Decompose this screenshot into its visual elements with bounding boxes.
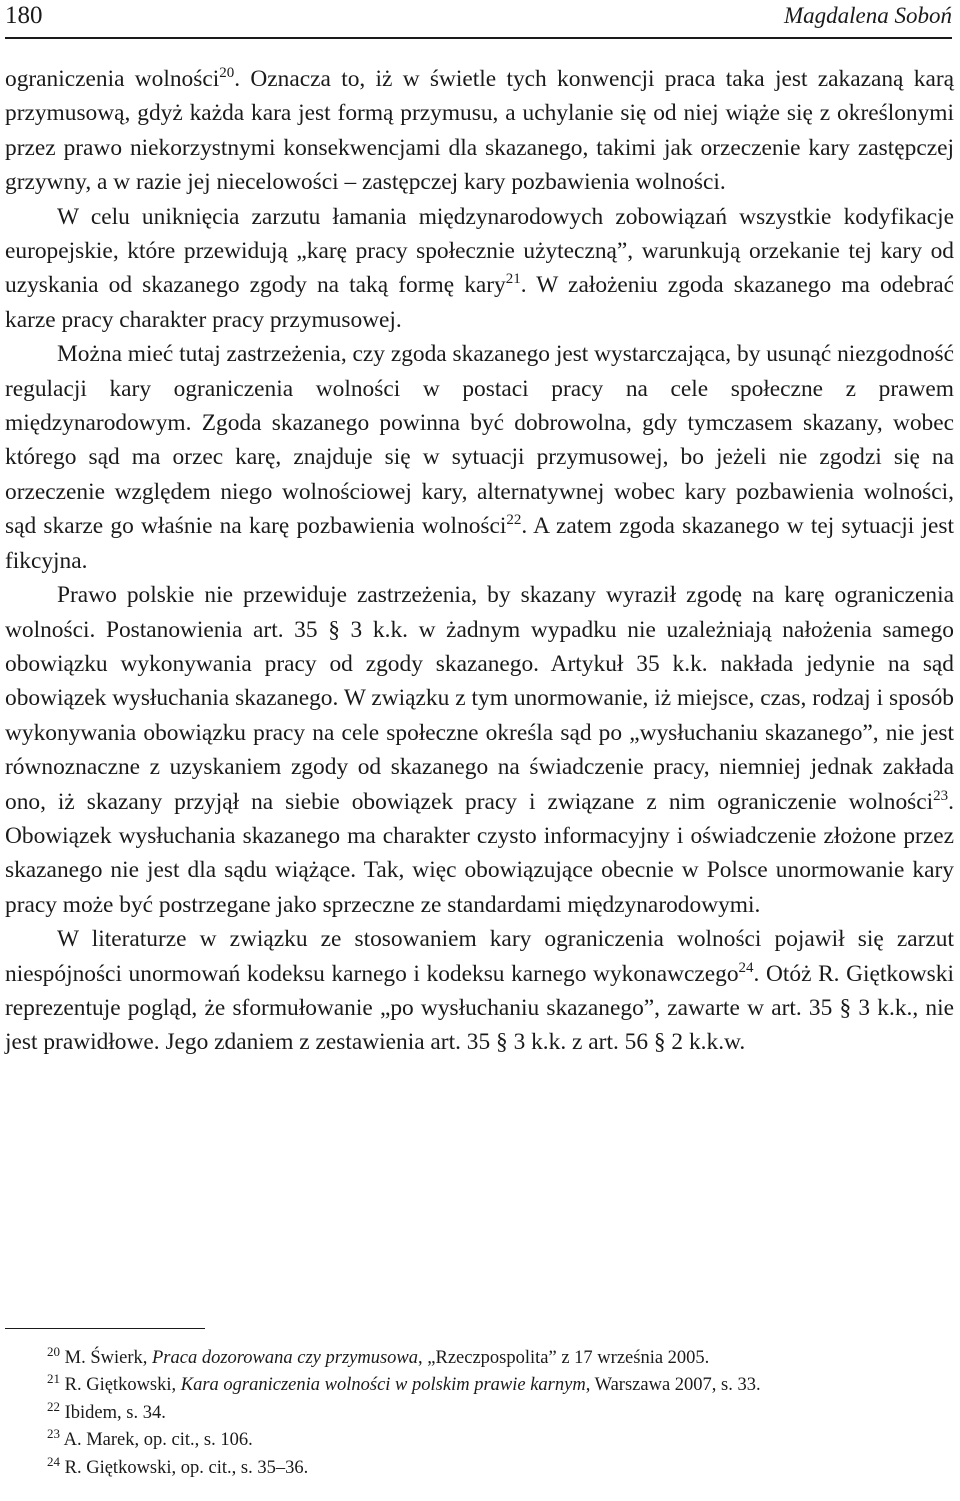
- paragraph-text: Prawo polskie nie przewiduje zastrzeżenia, by skazany wyraził zgodę na karę ograniczenia wolności. Postanowienia art. 35 § 3 k.k. w żadnym wypadku nie uzależniają nałożenia samego obowiązku wykonywania pracy od zgody skazanego. Artykuł 35 k.k. nakłada jedynie na sąd obowiązek wysłuchania skazanego. W związku z tym unormowanie, iż miejsce, czas, rodzaj i sposób wykonywania obowiązku pracy na cele społeczne określa sąd po „wysłuchaniu skazanego”, nie jest równoznaczne z uzyskaniem zgody od skazanego na świadczenie pracy, niemniej jednak zakłada ono, iż skazany przyjął na siebie obowiązek pracy i związane z nim ograniczenie wolności: [5, 582, 954, 815]
- paragraph-text: . A zatem zgoda skazanego w tej sytuacji jest fikcyjna.: [5, 513, 955, 574]
- body-text: [5, 62, 954, 1060]
- paragraph-4: [5, 578, 954, 922]
- paragraph-5: [5, 922, 954, 1060]
- paragraph-text: W literaturze w związku ze stosowaniem kary ograniczenia wolności pojawił się zarzut niespójności unormowań kodeksu karnego i kodeksu karnego wykonawczego: [5, 926, 954, 987]
- footnote-20: [5, 1345, 954, 1372]
- footnote-ref-20: 20: [219, 65, 235, 82]
- paragraph-text: . Otóż R. Giętkowski reprezentuje pogląd, że sformułowanie „po wysłuchaniu skazanego”, zawarte w art. 35 § 3 k.k., nie jest prawidłowe. Jego zdaniem z zestawienia art. 35 § 3 k.k. z art. 56 § 2 k.k.w.: [5, 960, 954, 1056]
- footnote-text: , „Rzeczpospolita” z 17 września 2005.: [418, 1348, 710, 1368]
- footnote-text: M. Świerk,: [64, 1348, 152, 1368]
- footnote-title: Kara ograniczenia wolności w polskim prawie karnym: [180, 1375, 586, 1396]
- footnote-text: R. Giętkowski,: [64, 1375, 181, 1396]
- paragraph-2: [5, 200, 954, 338]
- paragraph-3: [5, 337, 954, 578]
- footnote-23: [5, 1427, 954, 1454]
- paragraph-text: ograniczenia wolności: [5, 66, 220, 92]
- footnote-24: [5, 1455, 954, 1482]
- footnotes: [5, 1345, 954, 1482]
- paragraph-text: . Obowiązek wysłuchania skazanego ma charakter czysto informacyjny i oświadczenie złożone przez skazanego nie jest dla sądu wiążące. Tak, więc obowiązujące obecnie w Polsce unormowanie kary pracy może być postrzegane jako sprzeczne ze standardami międzynarodowymi.: [5, 788, 954, 918]
- footnote-text: R. Giętkowski, op. cit., s. 35–36.: [64, 1457, 309, 1478]
- header-rule: [5, 37, 952, 39]
- footnote-title: Praca dozorowana czy przymusowa: [152, 1348, 419, 1368]
- footnote-number: 22: [47, 1398, 60, 1414]
- paragraph-text: . Oznacza to, iż w świetle tych konwencji praca taka jest zakazaną karą przymusową, gdyż każda kara jest formą przymusu, a uchylanie się od niej wiąże się z określonymi przez prawo niekorzystnymi konsekwencjami dla skazanego, takimi jak orzeczenie kary zastępczej grzywny, a w razie jej niecelowości – zastępczej kary pozbawienia wolności.: [5, 66, 954, 196]
- page-header: [5, 0, 952, 40]
- page-number: 180: [5, 2, 43, 29]
- footnote-number: 21: [47, 1371, 60, 1387]
- footnote-separator: [5, 1328, 205, 1329]
- footnote-text: A. Marek, op. cit., s. 106.: [63, 1430, 253, 1451]
- footnote-ref-24: 24: [738, 959, 754, 976]
- footnote-number: 24: [47, 1453, 60, 1469]
- paragraph-1: [5, 62, 954, 200]
- footnote-ref-23: 23: [933, 787, 949, 804]
- footnote-text: Ibidem, s. 34.: [64, 1402, 166, 1423]
- footnote-text: , Warszawa 2007, s. 33.: [585, 1375, 761, 1396]
- footnote-number: 23: [47, 1426, 60, 1442]
- footnote-21: [5, 1372, 954, 1399]
- footnote-22: [5, 1400, 954, 1427]
- paragraph-text: Można mieć tutaj zastrzeżenia, czy zgoda skazanego jest wystarczająca, by usunąć niezgodność regulacji kary ograniczenia wolności w postaci pracy na cele społeczne z prawem międzynarodowym. Zgoda skazanego powinna być dobrowolna, gdy tymczasem skazany, wobec którego sąd ma orzec karę, znajduje się w sytuacji przymusowej, bo jeżeli nie zgodzi się na orzeczenie względem niego wolnościowej kary, alternatywnej wobec kary pozbawienia wolności, sąd skarze go właśnie na karę pozbawienia wolności: [5, 341, 954, 540]
- paragraph-text: W celu uniknięcia zarzutu łamania międzynarodowych zobowiązań wszystkie kodyfikacje europejskie, które przewidują „karę pracy społecznie użyteczną”, warunkują orzekanie tej kary od uzyskania od skazanego zgody na taką formę kary: [5, 203, 954, 299]
- paragraph-text: . W założeniu zgoda skazanego ma odebrać karze pracy charakter pracy przymusowej.: [5, 272, 954, 333]
- footnote-ref-22: 22: [506, 512, 522, 529]
- footnote-ref-21: 21: [505, 271, 521, 288]
- footnote-number: 20: [47, 1343, 60, 1359]
- running-head-author: Magdalena Soboń: [783, 3, 952, 28]
